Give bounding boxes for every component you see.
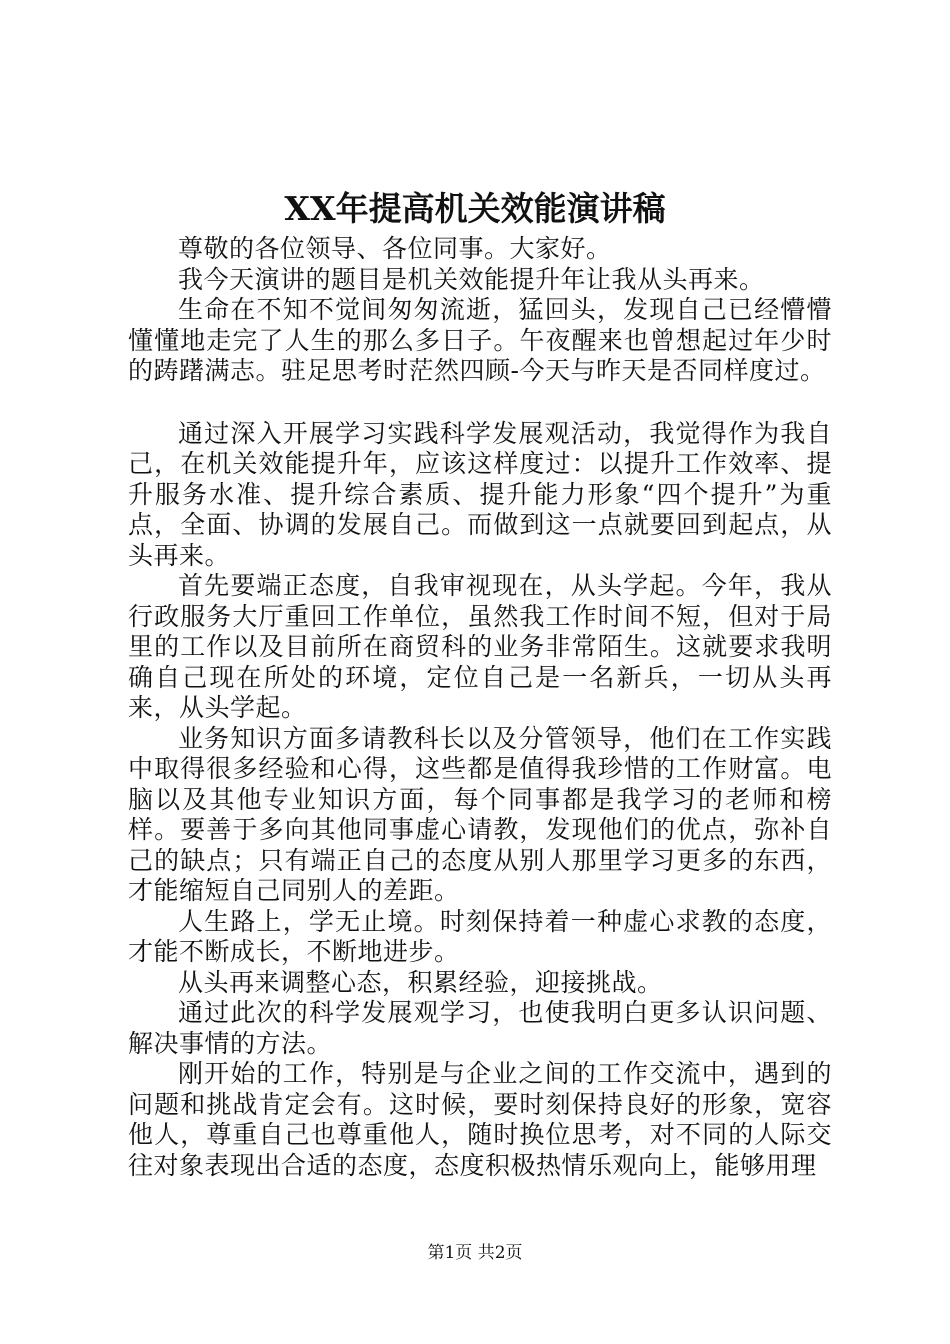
paragraph-attitude: 首先要端正态度，自我审视现在，从头学起。今年，我从行政服务大厅重回工作单位，虽然我工作时间不短，但对于局里的工作以及目前所在商贸科的业务非常陌生。这就要求我明确自己现在所处的环境，定位自己是一名新兵，一切从头再来，从头学起。 <box>128 571 832 722</box>
document-body <box>128 234 832 1181</box>
paragraph-greeting: 尊敬的各位领导、各位同事。大家好。 <box>178 234 612 263</box>
paragraph-mindset: 从头再来调整心态，积累经验，迎接挑战。 <box>178 967 663 997</box>
page-footer: 第1页 共2页 <box>427 1243 523 1263</box>
paragraph-challenges: 刚开始的工作，特别是与企业之间的工作交流中，遇到的问题和挑战肯定会有。这时候，要时刻保持良好的形象，宽容他人，尊重自己也尊重他人，随时换位思考，对不同的人际交往对象表现出合适的态度，态度积极热情乐观向上，能够用理 <box>128 1059 832 1180</box>
paragraph-life: 生命在不知不觉间匆匆流逝，猛回头，发现自己已经懵懵懂懂地走完了人生的那么多日子。午夜醒来也曾想起过年少时的踌躇满志。驻足思考时茫然四顾-今天与昨天是否同样度过。 <box>128 295 832 385</box>
paragraph-knowledge: 业务知识方面多请教科长以及分管领导，他们在工作实践中取得很多经验和心得，这些都是值得我珍惜的工作财富。电脑以及其他专业知识方面，每个同事都是我学习的老师和榜样。要善于多向其他同事虚心请教，发现他们的优点，弥补自己的缺点；只有端正自己的态度从别人那里学习更多的东西，才能缩短自己同别人的差距。 <box>128 723 832 905</box>
paragraph-topic: 我今天演讲的题目是机关效能提升年让我从头再来。 <box>178 264 765 294</box>
paragraph-practice: 通过深入开展学习实践科学发展观活动，我觉得作为我自己，在机关效能提升年，应该这样度过：以提升工作效率、提升服务水准、提升综合素质、提升能力形象“四个提升”为重点，全面、协调的发展自己。而做到这一点就要回到起点，从头再来。 <box>128 418 832 570</box>
paragraph-methods: 通过此次的科学发展观学习，也使我明白更多认识问题、解决事情的方法。 <box>128 998 832 1058</box>
paragraph-learning: 人生路上，学无止境。时刻保持着一种虚心求教的态度，才能不断成长，不断地进步。 <box>128 906 832 966</box>
document-title: XX年提高机关效能演讲稿 <box>284 189 666 228</box>
